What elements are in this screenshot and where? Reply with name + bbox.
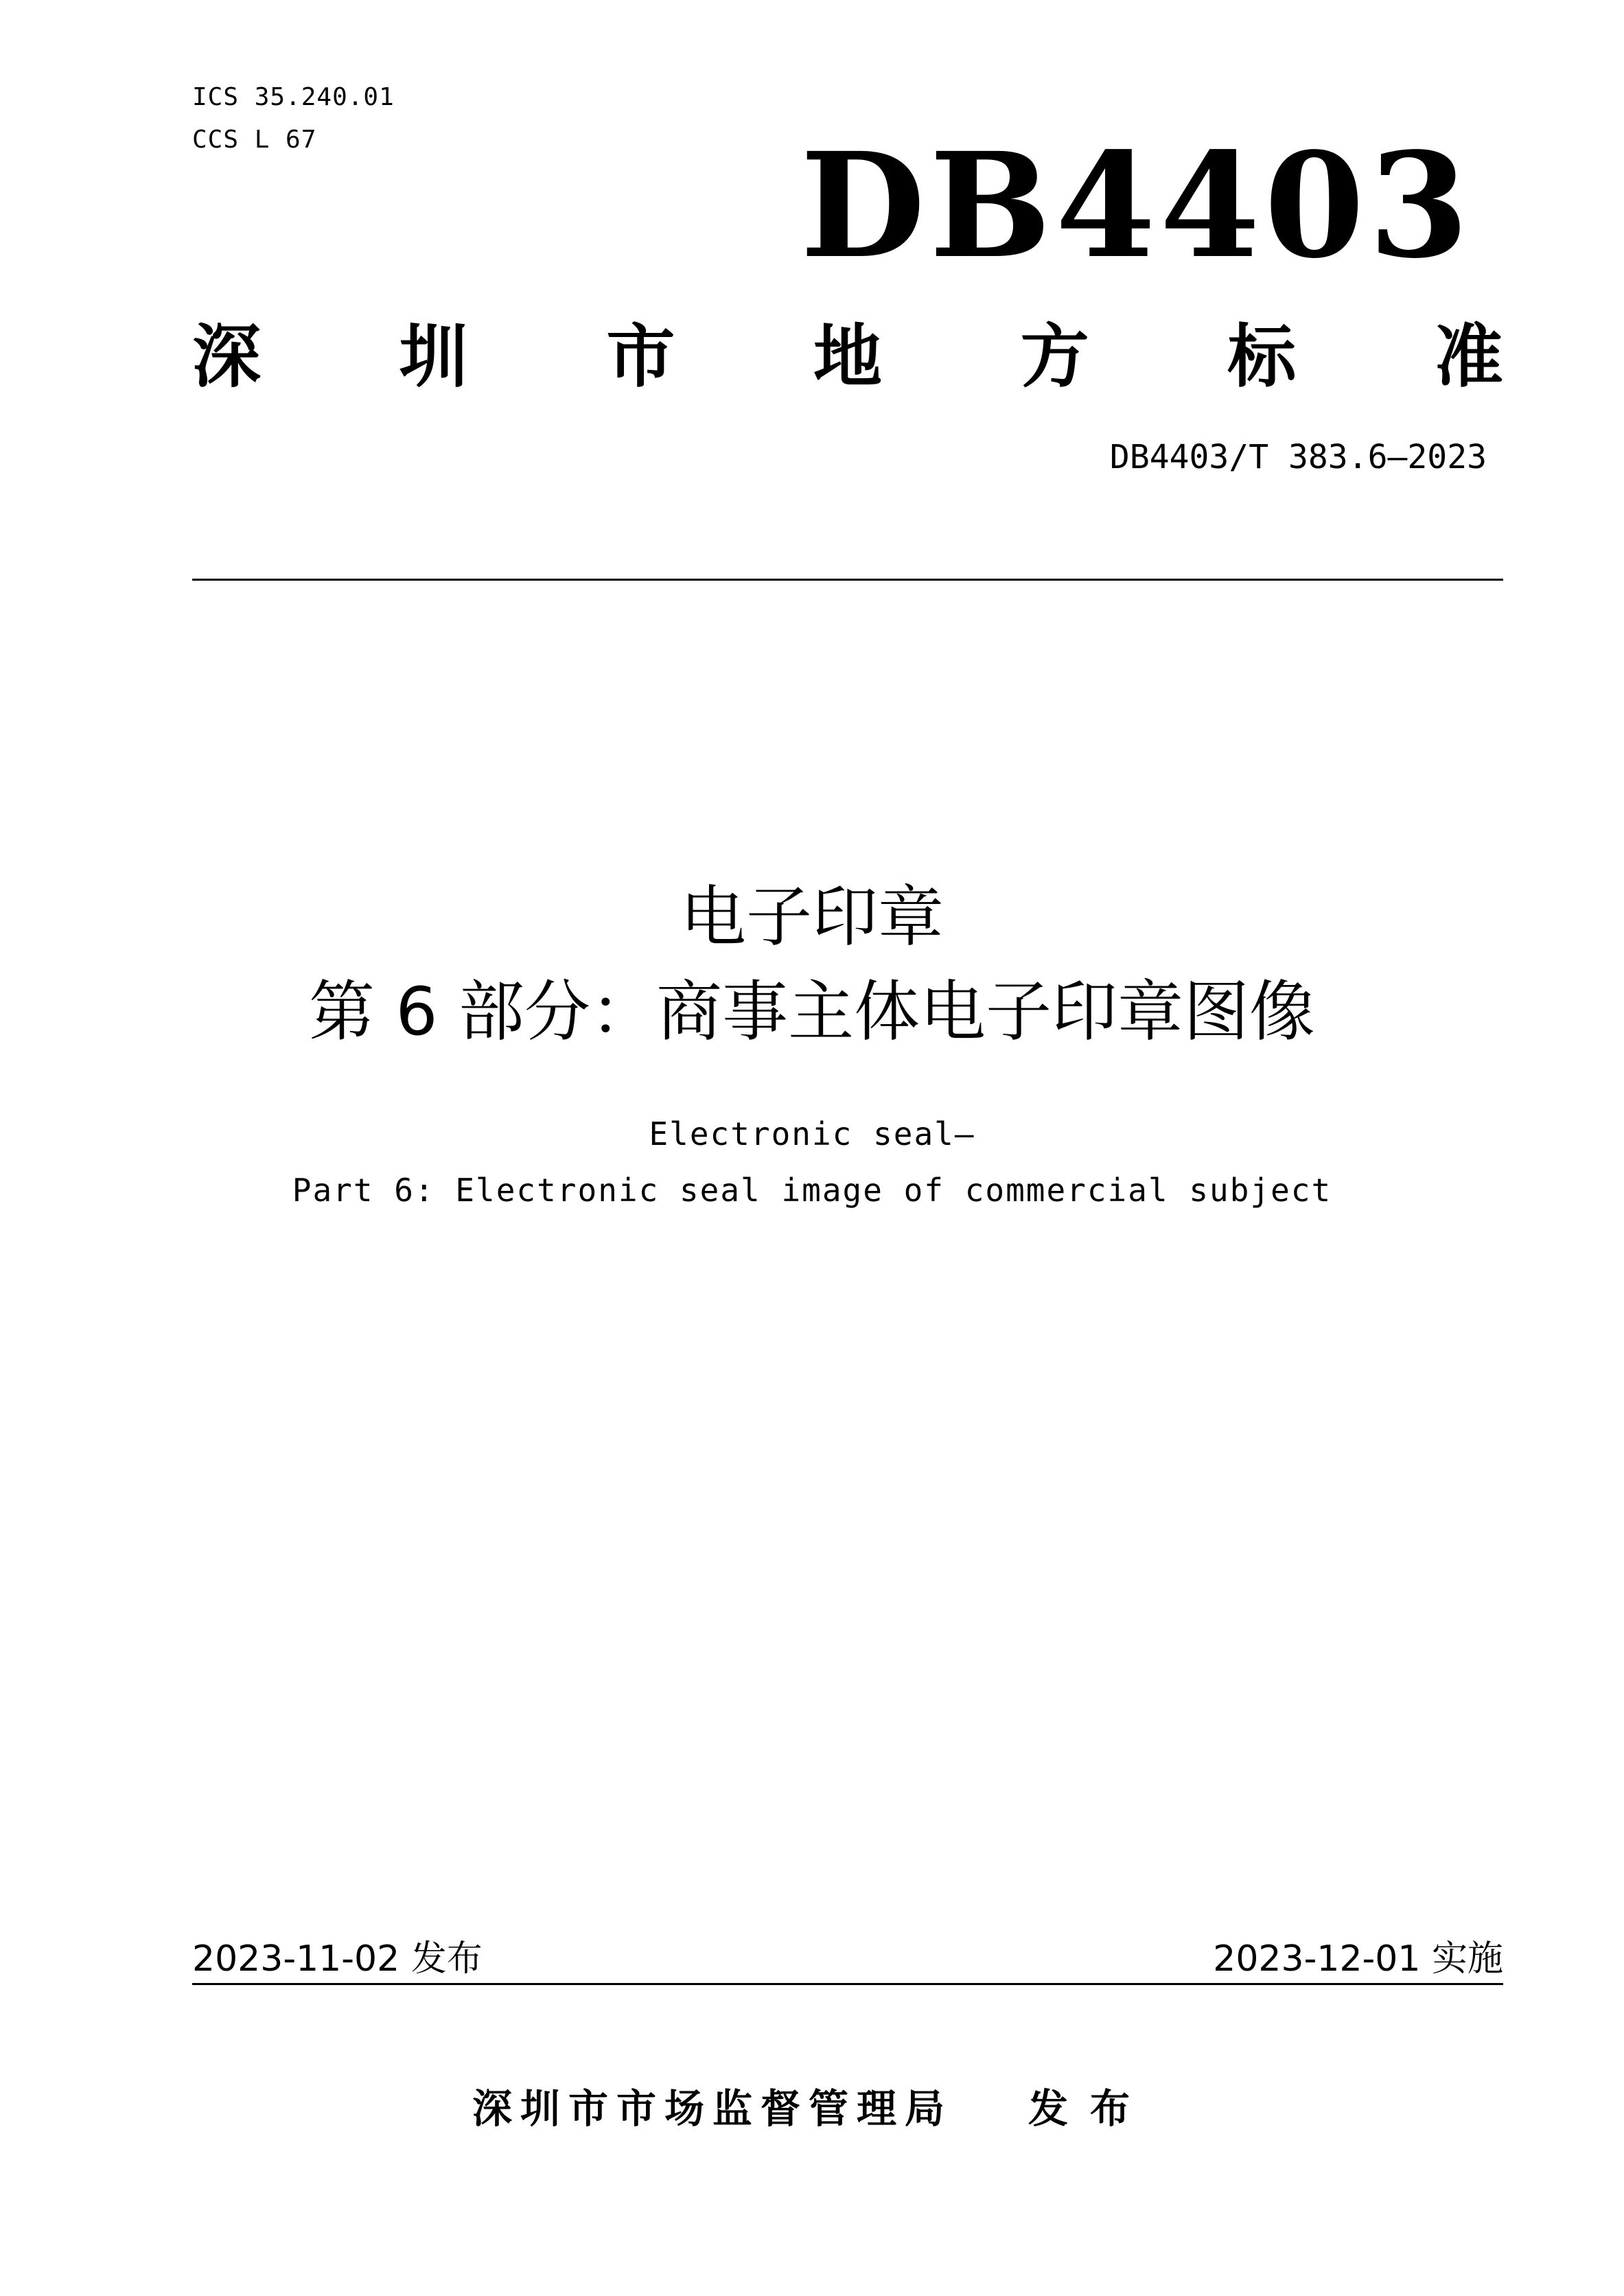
standard-level-char: 深	[192, 316, 261, 397]
title-chinese-main: 电子印章	[680, 879, 944, 955]
ics-code: ICS 35.240.01	[192, 83, 395, 111]
standard-level	[192, 309, 1503, 405]
issue-date: 2023-11-02 发布	[192, 1938, 483, 1980]
standard-level-char: 标	[1227, 316, 1297, 397]
standard-level-char: 准	[1434, 316, 1503, 397]
issuer-name: 深圳市市场监督管理局	[472, 2085, 953, 2132]
title-english-part: Part 6: Electronic seal image of commercial subject	[292, 1172, 1332, 1209]
title-english-main: Electronic seal—	[649, 1115, 975, 1152]
issuer-line	[0, 2084, 1624, 2133]
standard-level-char: 方	[1020, 316, 1089, 397]
issuer-action: 发布	[1028, 2085, 1152, 2132]
standard-level-char: 地	[813, 316, 882, 397]
title-chinese-part: 第 6 部分：商事主体电子印章图像	[308, 973, 1316, 1050]
ccs-code: CCS L 67	[192, 126, 317, 154]
bottom-divider	[192, 1983, 1503, 1985]
standard-level-char: 市	[606, 316, 675, 397]
standard-level-char: 圳	[399, 316, 468, 397]
standard-code-logo: DB4403	[800, 121, 1473, 290]
standard-number: DB4403/T 383.6—2023	[1109, 438, 1487, 476]
implementation-date: 2023-12-01 实施	[1213, 1938, 1503, 1980]
top-divider	[192, 579, 1503, 581]
